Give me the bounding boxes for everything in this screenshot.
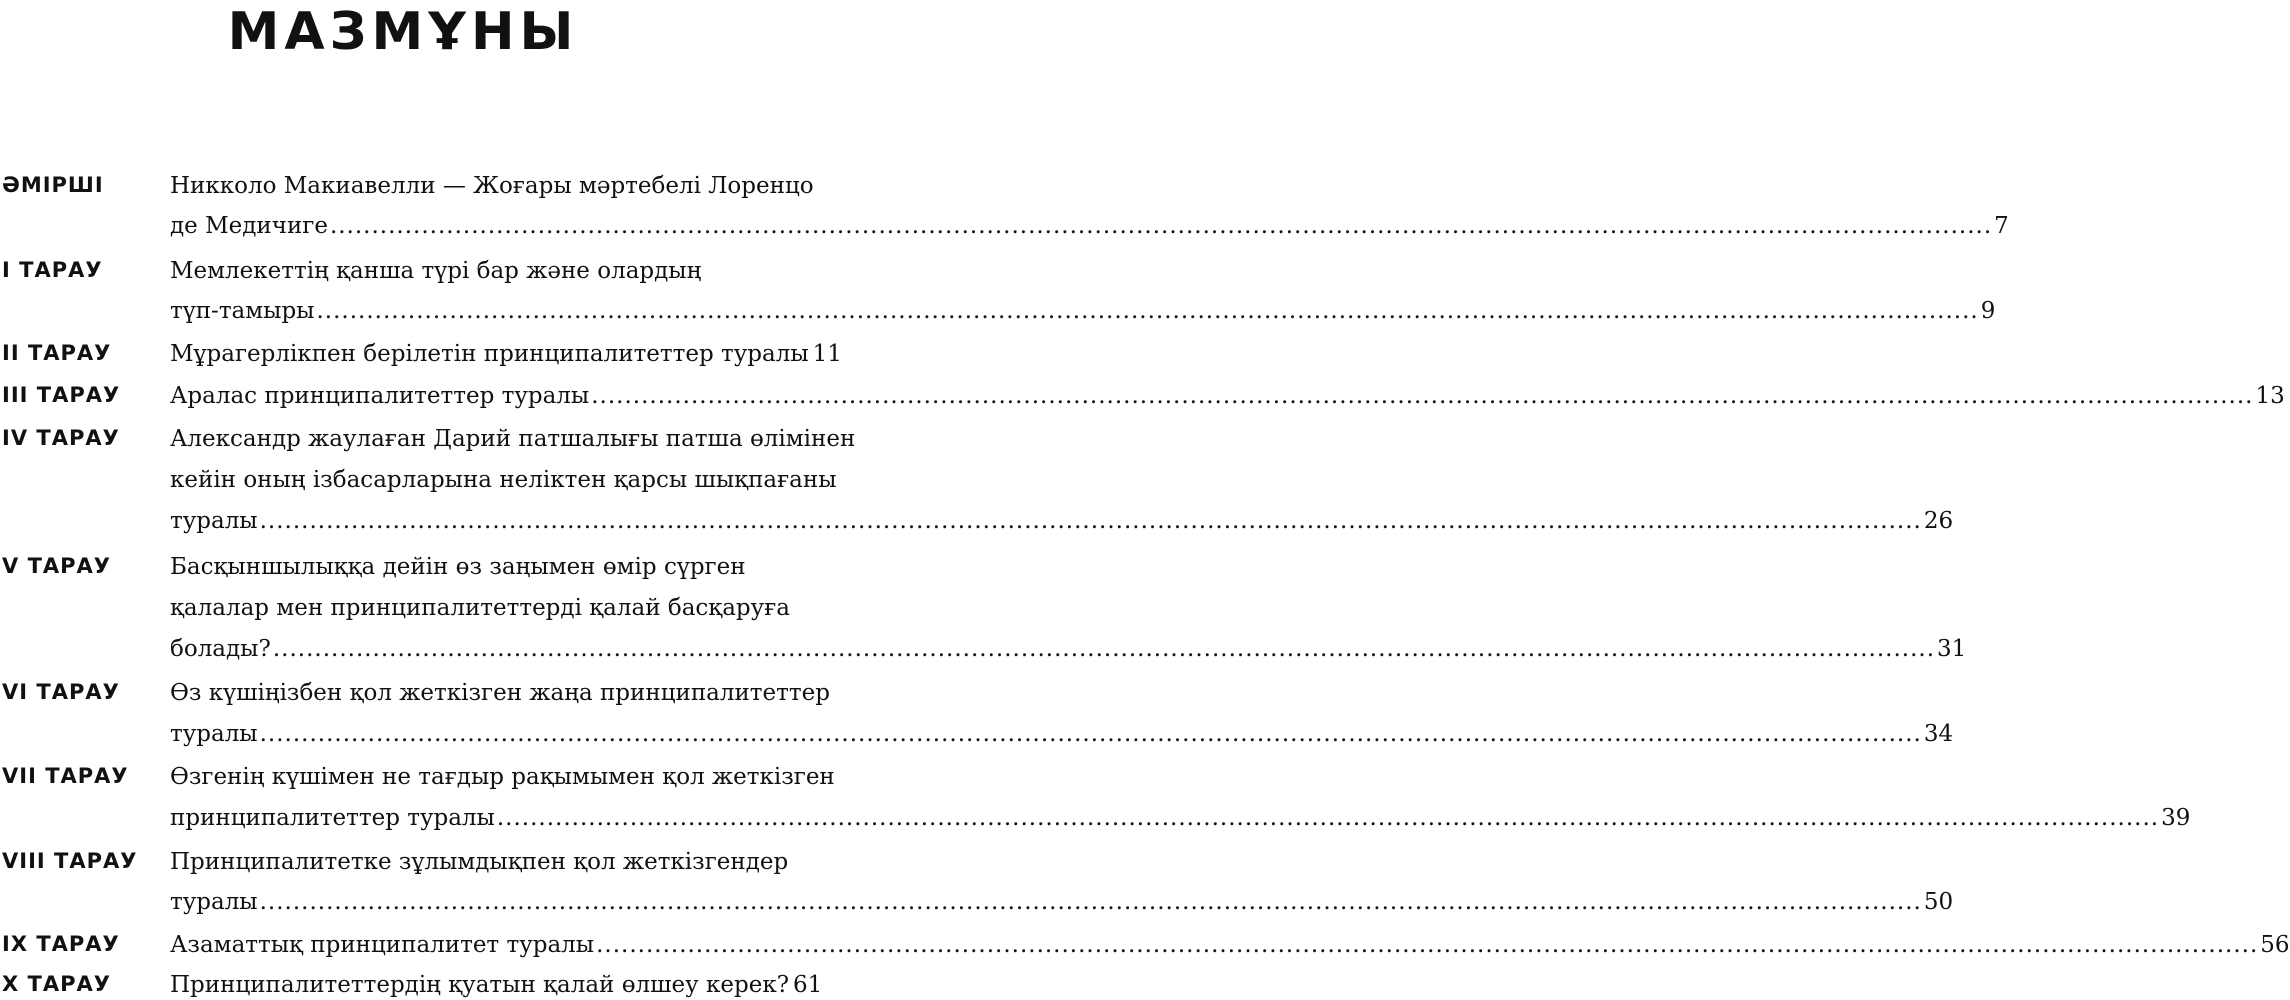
toc-entry-text: Мұрагерлікпен берілетін принципалитеттер туралы — [170, 341, 809, 367]
dot-leader: ........................................................................................................................................................................................................ — [591, 383, 2254, 409]
toc-entry-label: VІІІ ТАРАУ — [2, 849, 138, 873]
toc-entry-text: Азаматтық принципалитет туралы — [170, 932, 595, 958]
toc-entry-line: кейін оның ізбасарларына неліктен қарсы шықпағаны — [170, 467, 837, 493]
toc-entry-text: туралы — [170, 508, 258, 534]
toc-entry-label: ІІІ ТАРАУ — [2, 383, 121, 407]
dot-leader: ........................................................................................................................................................................................................ — [596, 932, 2259, 958]
toc-entry-label: X ТАРАУ — [2, 972, 111, 996]
toc-entry-text: де Медичиге — [170, 213, 328, 239]
toc-entry-line — [170, 506, 1954, 536]
toc-page-number: 26 — [1923, 508, 1954, 534]
dot-leader: ........................................................................................................................................................................................................ — [259, 508, 1922, 534]
toc-entry-line — [170, 634, 1967, 664]
toc-page-number: 7 — [1994, 213, 2009, 239]
toc-entry-label: ІX ТАРАУ — [2, 932, 120, 956]
toc-entry-line: қалалар мен принципалитеттерді қалай басқаруға — [170, 595, 790, 621]
toc-entry-line — [170, 381, 2285, 411]
toc-entry-line: Мемлекеттің қанша түрі бар және олардың — [170, 258, 702, 284]
toc-entry-label: І ТАРАУ — [2, 258, 103, 282]
toc-entry-text: түп-тамыры — [170, 298, 315, 324]
toc-entry-text: туралы — [170, 889, 258, 915]
toc-entry-line — [170, 887, 1954, 917]
toc-page-number: 31 — [1937, 636, 1967, 662]
toc-entry-line — [170, 719, 1954, 749]
toc-entry-line: Никколо Макиавелли — Жоғары мәртебелі Лоренцо — [170, 173, 814, 199]
dot-leader: ........................................................................................................................................................................................................ — [259, 889, 1922, 915]
toc-entry-text: Принципалитеттердің қуатын қалай өлшеу керек? — [170, 972, 790, 998]
toc-entry-line: Басқыншылыққа дейін өз заңымен өмір сүрген — [170, 554, 746, 580]
toc-entry-line — [170, 970, 823, 1000]
toc-entry-line: Александр жаулаған Дарий патшалығы патша өлімінен — [170, 426, 856, 452]
dot-leader: ........................................................................................................................................................................................................ — [329, 213, 1993, 239]
toc-page-number: 34 — [1923, 721, 1954, 747]
dot-leader: ........................................................................................................................................................................................................ — [272, 636, 1936, 662]
page-title: МАЗМҰНЫ — [227, 2, 579, 62]
toc-entry-label: VІ ТАРАУ — [2, 680, 120, 704]
toc-entry-line: Өз күшіңізбен қол жеткізген жаңа принципалитеттер — [170, 680, 830, 706]
toc-page-number: 39 — [2161, 805, 2191, 831]
dot-leader: ........................................................................................................................................................................................................ — [259, 721, 1922, 747]
toc-entry-line — [170, 211, 2009, 241]
toc-entry-label: V ТАРАУ — [2, 554, 111, 578]
toc-page-number: 61 — [793, 972, 823, 998]
dot-leader: ........................................................................................................................................................................................................ — [316, 298, 1979, 324]
toc-entry-label: ӘМІРШІ — [2, 173, 104, 197]
toc-entry-label: ІІ ТАРАУ — [2, 341, 112, 365]
toc-entry-line: Өзгенің күшімен не тағдыр рақымымен қол жеткізген — [170, 764, 835, 790]
toc-entry-text: болады? — [170, 636, 271, 662]
toc-entry-line — [170, 803, 2191, 833]
toc-entry-text: туралы — [170, 721, 258, 747]
toc-entry-label: ІV ТАРАУ — [2, 426, 120, 450]
dot-leader: ........................................................................................................................................................................................................ — [496, 805, 2160, 831]
toc-entry-text: принципалитеттер туралы — [170, 805, 495, 831]
toc-entry-line: Принципалитетке зұлымдықпен қол жеткізгендер — [170, 849, 789, 875]
toc-page-number: 11 — [812, 341, 842, 367]
toc-page-number: 50 — [1923, 889, 1954, 915]
toc-entry-line — [170, 296, 1996, 326]
toc-entry-line — [170, 339, 842, 369]
toc-page-number: 56 — [2260, 932, 2290, 958]
toc-page-number: 13 — [2255, 383, 2285, 409]
toc-page-number: 9 — [1980, 298, 1996, 324]
toc-entry-label: VІІ ТАРАУ — [2, 764, 129, 788]
toc-entry-text: Аралас принципалитеттер туралы — [170, 383, 590, 409]
toc-entry-line — [170, 930, 2290, 960]
